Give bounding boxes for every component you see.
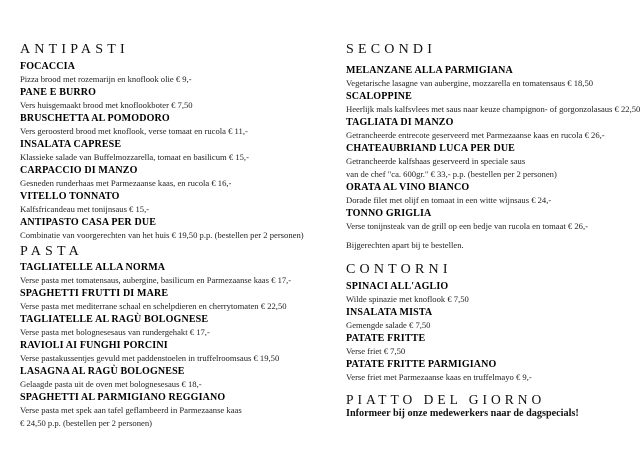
dish-name: INSALATA CAPRESE [20,139,122,150]
menu-item [20,365,202,391]
dish-name: SPAGHETTI AL PARMIGIANO REGGIANO [20,392,226,403]
dish-description: Verse friet € 7,50 [346,346,406,356]
menu-item [346,207,588,233]
menu-item [20,112,248,138]
piatto-note: Informeer bij onze medewerkers naar de dagspecials! [346,408,579,419]
dish-name: PATATE FRITTE PARMIGIANO [346,359,497,370]
dish-description: Kalfsfricandeau met tonijnsaus € 15,- [20,204,150,214]
menu-item [20,86,193,112]
dish-name: SPINACI ALL'AGLIO [346,281,449,292]
dish-description: Vers geroosterd brood met knoflook, verse tomaat en rucola € 11,- [20,126,248,136]
menu-item [20,60,192,86]
dish-name: RAVIOLI AI FUNGHI PORCINI [20,340,168,351]
dish-description: Verse tonijnsteak van de grill op een bedje van rucola en tomaat € 26,- [346,221,588,231]
dish-description: Verse pasta met mediterrane schaal en schelpdieren en cherrytomaten € 22,50 [20,301,287,311]
dish-name: TAGLIATELLE ALLA NORMA [20,262,166,273]
dish-description: Verse pasta met tomatensaus, aubergine, basilicum en Parmezaanse kaas € 17,- [20,275,292,285]
dish-name: MELANZANE ALLA PARMIGIANA [346,65,513,76]
dish-name: VITELLO TONNATO [20,191,120,202]
menu-item [346,306,432,332]
menu-item [20,261,291,287]
dish-description: Combinatie van voorgerechten van het huis € 19,50 p.p. (bestellen per 2 personen) [20,230,304,240]
dish-description: Gesneden runderhaas met Parmezaanse kaas, en rucola € 16,- [20,178,232,188]
menu-item [346,90,640,116]
dish-description: Heerlijk mals kalfsvlees met saus naar keuze champignon- of gorgonzolasaus € 22,50 [346,104,640,114]
dish-description: van de chef "ca. 600gr." € 33,- p.p. (bestellen per 2 personen) [346,169,557,179]
secondi-title: SECONDI [346,42,437,57]
menu-item [346,64,593,90]
dish-description: Vers huisgemaakt brood met knoflookboter € 7,50 [20,100,193,110]
contorni-title: CONTORNI [346,262,452,277]
dish-name: PATATE FRITTE [346,333,426,344]
dish-description: Verse pastakussentjes gevuld met paddenstoelen in truffelroomsaus € 19,50 [20,353,280,363]
menu-item [346,181,551,207]
dish-name: ANTIPASTO CASA PER DUE [20,217,157,228]
menu-item [346,332,425,358]
dish-name: SCALOPPINE [346,91,412,102]
dish-description: Getrancheerde kalfshaas geserveerd in speciale saus [346,156,526,166]
menu-item [20,216,304,242]
dish-name: SPAGHETTI FRUTTI DI MARE [20,288,169,299]
pasta-title: PASTA [20,244,83,259]
dish-name: PANE E BURRO [20,87,97,98]
antipasti-title: ANTIPASTI [20,42,129,57]
menu-item [20,391,242,430]
menu-item [20,138,249,164]
dish-name: INSALATA MISTA [346,307,433,318]
dish-description: Verse friet met Parmezaanse kaas en truffelmayo € 9,- [346,372,532,382]
dish-name: TAGLIATELLE AL RAGÙ BOLOGNESE [20,314,209,325]
menu-item [20,287,287,313]
dish-description: € 24,50 p.p. (bestellen per 2 personen) [20,418,152,428]
dish-name: TONNO GRIGLIA [346,208,432,219]
secondi-note: Bijgerechten apart bij te bestellen. [346,240,464,250]
dish-description: Vegetarische lasagne van aubergine, mozzarella en tomatensaus € 18,50 [346,78,594,88]
dish-description: Klassieke salade van Buffelmozzarella, tomaat en basilicum € 15,- [20,152,249,162]
menu-item [20,164,231,190]
dish-name: ORATA AL VINO BIANCO [346,182,470,193]
menu-item [20,190,149,216]
piatto-title: PIATTO DEL GIORNO [346,392,546,407]
menu-item [346,116,605,142]
dish-name: LASAGNA AL RAGÙ BOLOGNESE [20,366,185,377]
dish-description: Getrancheerde entrecote geserveerd met Parmezaanse kaas en rucola € 26,- [346,130,605,140]
dish-description: Wilde spinazie met knoflook € 7,50 [346,294,469,304]
menu-item [346,280,469,306]
menu-item [346,142,557,181]
dish-name: CHATEAUBRIAND LUCA PER DUE [346,143,516,154]
dish-description: Gelaagde pasta uit de oven met bolognesesaus € 18,- [20,379,202,389]
dish-description: Verse pasta met spek aan tafel geflambeerd in Parmezaanse kaas [20,405,242,415]
dish-name: CARPACCIO DI MANZO [20,165,138,176]
dish-description: Verse pasta met bolognesesaus van rundergehakt € 17,- [20,327,210,337]
menu-item [346,358,532,384]
dish-description: Dorade filet met olijf en tomaat in een witte wijnsaus € 24,- [346,195,552,205]
dish-name: TAGLIATA DI MANZO [346,117,454,128]
menu-item [20,313,210,339]
menu-item [20,339,279,365]
dish-description: Pizza brood met rozemarijn en knoflook olie € 9,- [20,74,192,84]
dish-description: Gemengde salade € 7,50 [346,320,431,330]
dish-name: BRUSCHETTA AL POMODORO [20,113,170,124]
dish-name: FOCACCIA [20,61,76,72]
